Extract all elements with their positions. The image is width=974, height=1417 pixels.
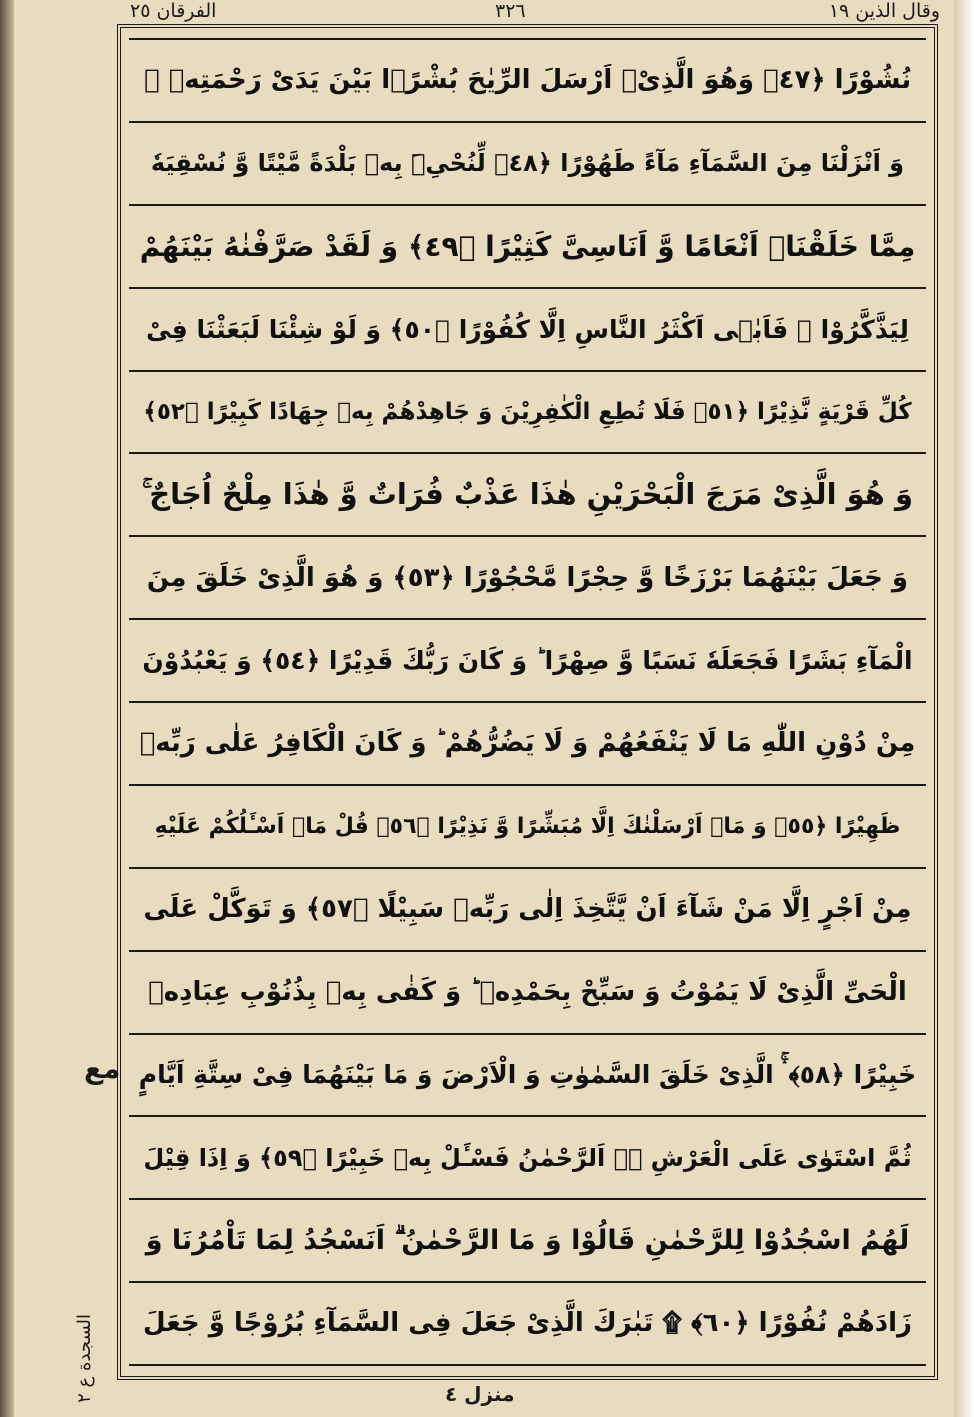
verse-line: زَادَهُمْ نُفُوْرًا ﴿٦٠﴾ ۩ تَبٰرَكَ الَّذِیْ جَعَلَ فِی السَّمَآءِ بُرُوْجًا وَّ جَعَلَ bbox=[129, 1281, 926, 1366]
verse-line: وَ جَعَلَ بَیْنَهُمَا بَرْزَخًا وَّ حِجْرًا مَّحْجُوْرًا ﴿٥٣﴾ وَ هُوَ الَّذِیْ خَلَقَ مِنَ bbox=[129, 535, 926, 618]
verse-line: لَهُمُ اسْجُدُوْا لِلرَّحْمٰنِ قَالُوْا وَ مَا الرَّحْمٰنُ ۗ اَنَسْجُدُ لِمَا تَاْمُرُنَا وَ bbox=[129, 1198, 926, 1281]
verse-line: ظَهِیْرًا ﴿٥٥﴾ وَ مَاۤ اَرْسَلْنٰكَ اِلَّا مُبَشِّرًا وَّ نَذِیْرًا ﴿٥٦﴾ قُلْ مَاۤ اَسْـَٔلُكُمْ عَلَیْهِ bbox=[129, 784, 926, 867]
verse-line: ثُمَّ اسْتَوٰى عَلَى الْعَرْشِ ۛۚ اَلرَّحْمٰنُ فَسْـَٔلْ بِهٖ خَبِیْرًا ﴿٥٩﴾ وَ اِذَا قِیْلَ bbox=[129, 1115, 926, 1198]
verse-line: خَبِیْرًا ﴿٥٨﴾ ۛۚ الَّذِیْ خَلَقَ السَّمٰوٰتِ وَ الْاَرْضَ وَ مَا بَیْنَهُمَا فِیْ سِتَّةِ اَیَّامٍ bbox=[129, 1033, 926, 1116]
manzil-footer: منزل ٤ bbox=[445, 1382, 515, 1406]
verse-lines bbox=[129, 38, 926, 1366]
verse-line: مِنْ اَجْرٍ اِلَّا مَنْ شَآءَ اَنْ یَّتَّخِذَ اِلٰى رَبِّهٖ سَبِیْلًا ﴿٥٧﴾ وَ تَوَكَّلْ عَلَى bbox=[129, 867, 926, 950]
juz-name-header: وقال الذين ١٩ bbox=[828, 0, 940, 22]
page-edge-right bbox=[954, 0, 974, 1417]
verse-line: وَ هُوَ الَّذِیْ مَرَجَ الْبَحْرَیْنِ هٰذَا عَذْبٌ فُرَاتٌ وَّ هٰذَا مِلْحٌ اُجَاجٌ ۚ bbox=[129, 452, 926, 535]
verse-line: نُشُوْرًا ﴿٤٧﴾ وَهُوَ الَّذِیْۤ اَرْسَلَ الرِّیٰحَ بُشْرًۢا بَیْنَ یَدَیْ رَحْمَتِهٖ ۚ bbox=[129, 38, 926, 121]
verse-line: الْمَآءِ بَشَرًا فَجَعَلَهٗ نَسَبًا وَّ صِهْرًا ؕ وَ كَانَ رَبُّكَ قَدِیْرًا ﴿٥٤﴾ وَ یَعْبُدُوْنَ bbox=[129, 618, 926, 701]
page-shadow-left bbox=[0, 0, 14, 1417]
verse-line: مِمَّا خَلَقْنَاۤ اَنْعَامًا وَّ اَنَاسِیَّ كَثِیْرًا ﴿٤٩﴾ وَ لَقَدْ صَرَّفْنٰهُ بَیْنَهُمْ bbox=[129, 204, 926, 287]
verse-line: وَ اَنْزَلْنَا مِنَ السَّمَآءِ مَآءً طَهُوْرًا ﴿٤٨﴾ لِّنُحْیِۦَ بِهٖ بَلْدَةً مَّیْتًا وَّ نُسْقِیَهٗ bbox=[129, 121, 926, 204]
sajda-margin-mark: السجدة ع ٢ bbox=[74, 1314, 95, 1403]
verse-line: الْحَیِّ الَّذِیْ لَا یَمُوْتُ وَ سَبِّحْ بِحَمْدِهٖ ؕ وَ كَفٰى بِهٖ بِذُنُوْبِ عِبَادِهٖ bbox=[129, 950, 926, 1033]
page-number: ٣٢٦ bbox=[495, 0, 526, 22]
verse-line: مِنْ دُوْنِ اللّٰهِ مَا لَا یَنْفَعُهُمْ وَ لَا یَضُرُّهُمْ ؕ وَ كَانَ الْكَافِرُ عَلٰى رَبِّهٖ bbox=[129, 701, 926, 784]
text-frame bbox=[117, 24, 938, 1380]
margin-mark: مع bbox=[84, 1052, 121, 1085]
page-header bbox=[120, 0, 940, 26]
verse-line: لِیَذَّكَّرُوْا ۖ فَاَبٰۤى اَكْثَرُ النَّاسِ اِلَّا كُفُوْرًا ﴿٥٠﴾ وَ لَوْ شِئْنَا لَبَعَثْنَا فِیْ bbox=[129, 287, 926, 370]
surah-name-header: الفرقان ٢٥ bbox=[130, 0, 217, 22]
verse-line: كُلِّ قَرْیَةٍ نَّذِیْرًا ﴿٥١﴾ فَلَا تُطِعِ الْكٰفِرِیْنَ وَ جَاهِدْهُمْ بِهٖ جِهَادًا كَبِیْرًا ﴿٥٢﴾ bbox=[129, 370, 926, 453]
